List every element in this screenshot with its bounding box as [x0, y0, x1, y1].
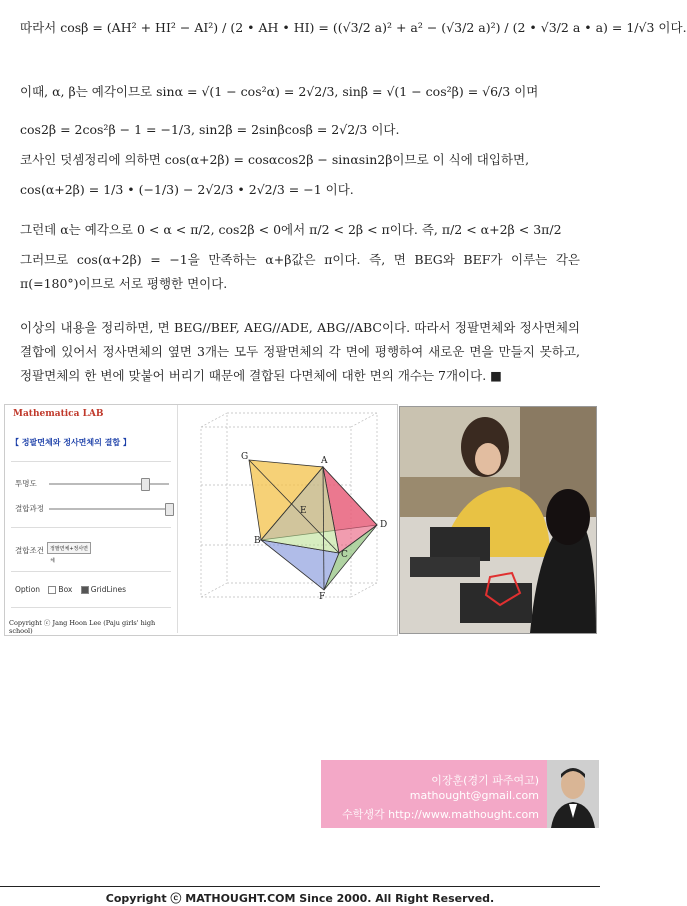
footer-divider: [0, 886, 600, 887]
vertex-label: C: [341, 550, 348, 560]
box-checkbox[interactable]: [48, 586, 56, 594]
equation-cos-beta: [20, 20, 687, 36]
panel-subtitle: 【 정팔면체와 정사면체의 결합 】: [11, 438, 131, 447]
vertex-label: B: [254, 536, 261, 546]
mathematica-title: Mathematica LAB: [13, 409, 104, 419]
avatar-illustration: [547, 760, 599, 828]
equation-lead: 이때, α, β는 예각이므로: [20, 84, 153, 99]
vertex-label: A: [321, 456, 328, 466]
equation-range: 그런데 α는 예각으로 0 < α < π/2, cos2β < 0에서 π/2 < 2β < π이다. 즉, π/2 < α+2β < 3π/2: [20, 222, 562, 237]
condition-label: 결합조건: [15, 546, 44, 555]
process-slider[interactable]: [49, 508, 169, 510]
gridlines-label: GridLines: [90, 585, 127, 594]
slider-knob[interactable]: [141, 478, 150, 491]
equation-expr: cos(α+2β) = 1/3 • (−1/3) − 2√2/3 • 2√2/3 = −1: [20, 182, 322, 197]
option-label: Option: [15, 585, 41, 594]
equation-tail: 이다.: [658, 20, 687, 35]
equation-tail: 이다.: [325, 182, 354, 197]
mathematica-copyright: Copyright ⓒ Jang Hoon Lee (Paju girls' high school): [9, 619, 156, 635]
author-card: [321, 760, 547, 828]
equation-tail: 이다.: [371, 122, 400, 137]
process-label: 결합과정: [15, 504, 44, 513]
option-row: [15, 585, 126, 594]
divider: [11, 527, 171, 528]
author-site[interactable]: 수학생각 http://www.mathought.com: [342, 808, 539, 821]
paragraph-conclusion: 이상의 내용을 정리하면, 면 BEG//BEF, AEG//ADE, ABG//ABC이다. 따라서 정팔면체와 정사면체의 결합에 있어서 정사면체의 옆면 3개는 모두 정팔면체의 각 면에 평행하여 새로운 면을 만들지 못하고, 정팔면체의 한 변에 맞붙어 버리기 때문에 결합된 다면체에 대한 면의 개수는 7개이다. ■: [20, 320, 580, 383]
vertex-label: G: [241, 452, 249, 462]
opacity-slider[interactable]: [49, 483, 169, 485]
control-panel: [5, 405, 178, 633]
equation-tail: 이며: [514, 84, 539, 99]
equation-sin: [20, 84, 538, 100]
equation-double-angle: [20, 122, 399, 138]
divider: [11, 607, 171, 608]
author-name: 이장훈(경기 파주여고): [431, 774, 539, 787]
footer-copyright: Copyright ⓒ MATHOUGHT.COM Since 2000. All Right Reserved.: [105, 892, 495, 905]
box-label: Box: [58, 585, 73, 594]
vertex-label: E: [300, 506, 307, 516]
polyhedron-figure: [179, 405, 395, 633]
slider-knob[interactable]: [165, 503, 174, 516]
opacity-label: 투명도: [15, 479, 37, 488]
vertex-label: D: [380, 520, 388, 530]
equation-expr: sinα = √(1 − cos²α) = 2√2/3, sinβ = √(1 − cos²β) = √6/3: [156, 84, 511, 99]
photo-illustration: [400, 407, 596, 633]
paragraph-parallel: 그러므로 cos(α+2β) = −1을 만족하는 α+β값은 π이다. 즉, 면 BEG와 BEF가 이루는 각은 π(=180°)이므로 서로 평행한 면이다.: [20, 252, 580, 291]
condition-select[interactable]: 정팔면체+정사면체: [47, 542, 91, 554]
classroom-photo: [399, 406, 597, 634]
equation-lead: 따라서: [20, 20, 57, 35]
divider: [11, 461, 171, 462]
mathematica-panel: [4, 404, 398, 636]
divider: [11, 571, 171, 572]
equation-expr: cosβ = (AH² + HI² − AI²) / (2 • AH • HI) = ((√3/2 a)² + a² − (√3/2 a)²) / (2 • √3/2 a • a) = 1/√3: [60, 20, 655, 35]
polyhedron-faces: [249, 460, 377, 590]
author-email[interactable]: mathought@gmail.com: [409, 789, 539, 802]
equation-substitution: [20, 182, 354, 198]
gridlines-checkbox[interactable]: [81, 586, 89, 594]
equation-expr: cos2β = 2cos²β − 1 = −1/3, sin2β = 2sinβcosβ = 2√2/3: [20, 122, 368, 137]
equation-addition-theorem: 코사인 덧셈정리에 의하면 cos(α+2β) = cosαcos2β − sinαsin2β이므로 이 식에 대입하면,: [20, 152, 530, 167]
author-avatar: [547, 760, 599, 828]
vertex-label: F: [319, 592, 326, 602]
